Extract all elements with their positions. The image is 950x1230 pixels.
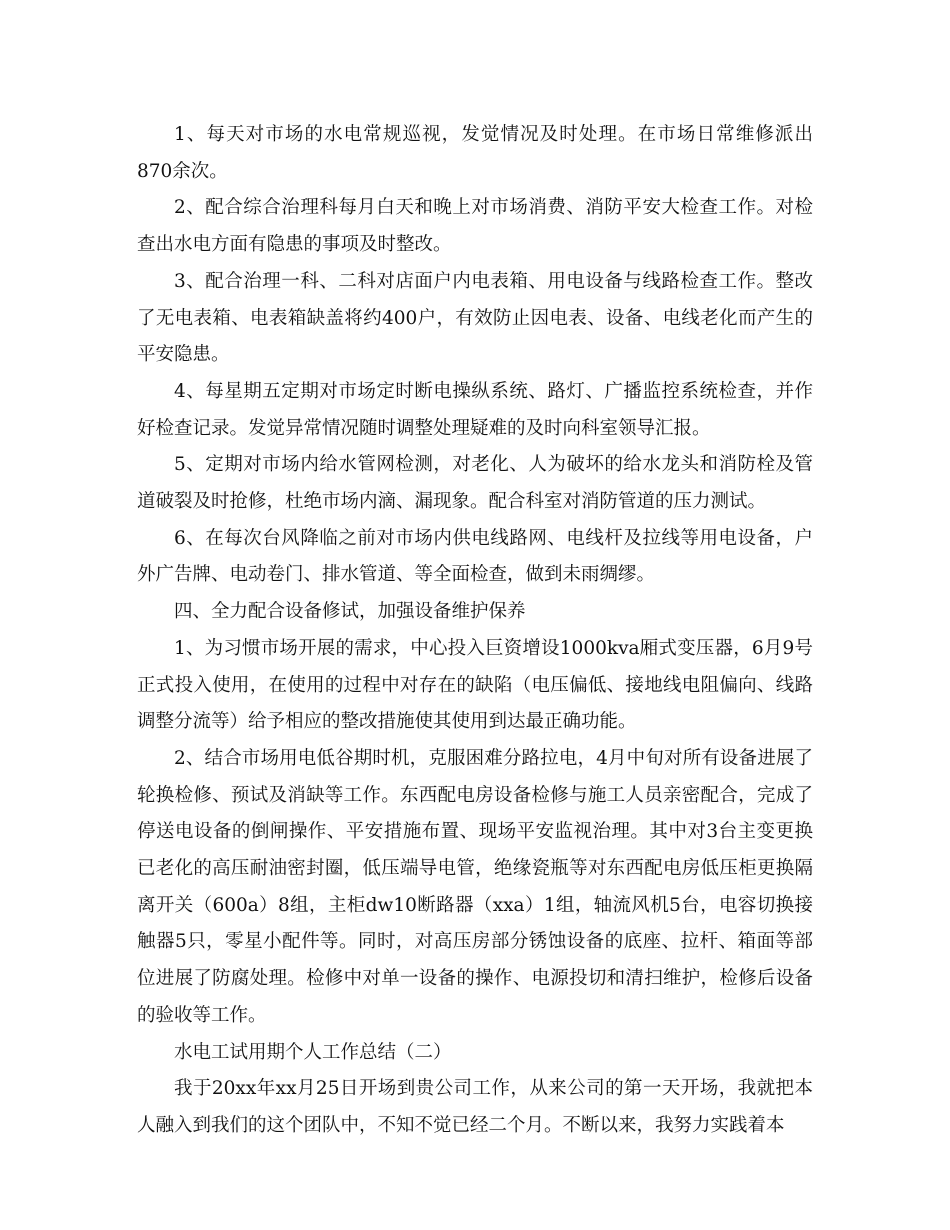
document-subtitle: 水电工试用期个人工作总结（二） (174, 1041, 452, 1063)
paragraph-item-4: 4、每星期五定期对市场定时断电操纵系统、路灯、广播监控系统检查，并作好检查记录。发觉异常情况随时调整处理疑难的及时向科室领导汇报。 (137, 380, 813, 439)
paragraph-item-7: 1、为习惯市场开展的需求，中心投入巨资增设1000kva厢式变压器，6月9号正式投入使用，在使用的过程中对存在的缺陷（电压偏低、接地线电阻偏向、线路调整分流等）给予相应的整改措施使其使用到达最正确功能。 (137, 637, 813, 733)
section-heading: 四、全力配合设备修试，加强设备维护保养 (174, 601, 526, 623)
document-body (137, 117, 813, 1145)
paragraph-item-6: 6、在每次台风降临之前对市场内供电线路网、电线杆及拉线等用电设备，户外广告牌、电动卷门、排水管道、等全面检查，做到未雨绸缪。 (137, 527, 813, 586)
paragraph-item-3: 3、配合治理一科、二科对店面户内电表箱、用电设备与线路检查工作。整改了无电表箱、电表箱缺盖将约400户，有效防止因电表、设备、电线老化而产生的平安隐患。 (137, 270, 813, 366)
paragraph-item-8: 2、结合市场用电低谷期时机，克服困难分路拉电，4月中旬对所有设备进展了轮换检修、预试及消缺等工作。东西配电房设备检修与施工人员亲密配合，完成了停送电设备的倒闸操作、平安措施布置、现场平安监视治理。其中对3台主变更换已老化的高压耐油密封圈，低压端导电管，绝缘瓷瓶等对东西配电房低压柜更换隔离开关（600a）8组，主柜dw10断路器（xxa）1组，轴流风机5台，电容切换接触器5只，零星小配件等。同时，对高压房部分锈蚀设备的底座、拉杆、箱面等部位进展了防腐处理。检修中对单一设备的操作、电源投切和清扫维护，检修后设备的验收等工作。 (137, 747, 813, 1026)
paragraph-item-2: 2、配合综合治理科每月白天和晚上对市场消费、消防平安大检查工作。对检查出水电方面有隐患的事项及时整改。 (137, 197, 813, 256)
paragraph-item-9: 我于20xx年xx月25日开场到贵公司工作，从来公司的第一天开场，我就把本人融入到我们的这个团队中，不知不觉已经二个月。不断以来，我努力实践着本 (137, 1078, 813, 1136)
paragraph-item-1: 1、每天对市场的水电常规巡视，发觉情况及时处理。在市场日常维修派出870余次。 (137, 124, 813, 182)
paragraph-item-5: 5、定期对市场内给水管网检测，对老化、人为破坏的给水龙头和消防栓及管道破裂及时抢修，杜绝市场内滴、漏现象。配合科室对消防管道的压力测试。 (137, 454, 813, 513)
